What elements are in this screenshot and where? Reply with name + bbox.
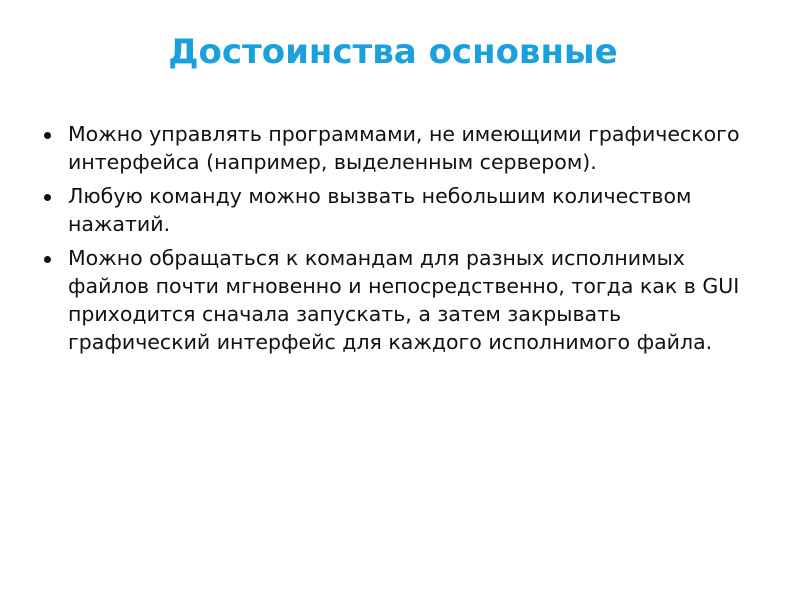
bullet-icon (44, 132, 51, 139)
list-item (40, 120, 760, 176)
bullet-text: Можно обращаться к командам для разных исполнимых файлов почти мгновенно и непосредственно, тогда как в GUI приходится сначала запускать, а затем закрывать графический интерфейс для каждого исполнимого файла. (68, 246, 740, 354)
slide-title: Достоинства основные (168, 32, 618, 72)
bullet-text: Любую команду можно вызвать небольшим количеством нажатий. (68, 184, 692, 236)
bullet-icon (44, 256, 51, 263)
bullet-icon (44, 194, 51, 201)
list-item (40, 182, 760, 238)
bullet-text: Можно управлять программами, не имеющими графического интерфейса (например, выделенным сервером). (68, 122, 740, 174)
bullet-list (40, 120, 760, 362)
list-item (40, 244, 760, 356)
